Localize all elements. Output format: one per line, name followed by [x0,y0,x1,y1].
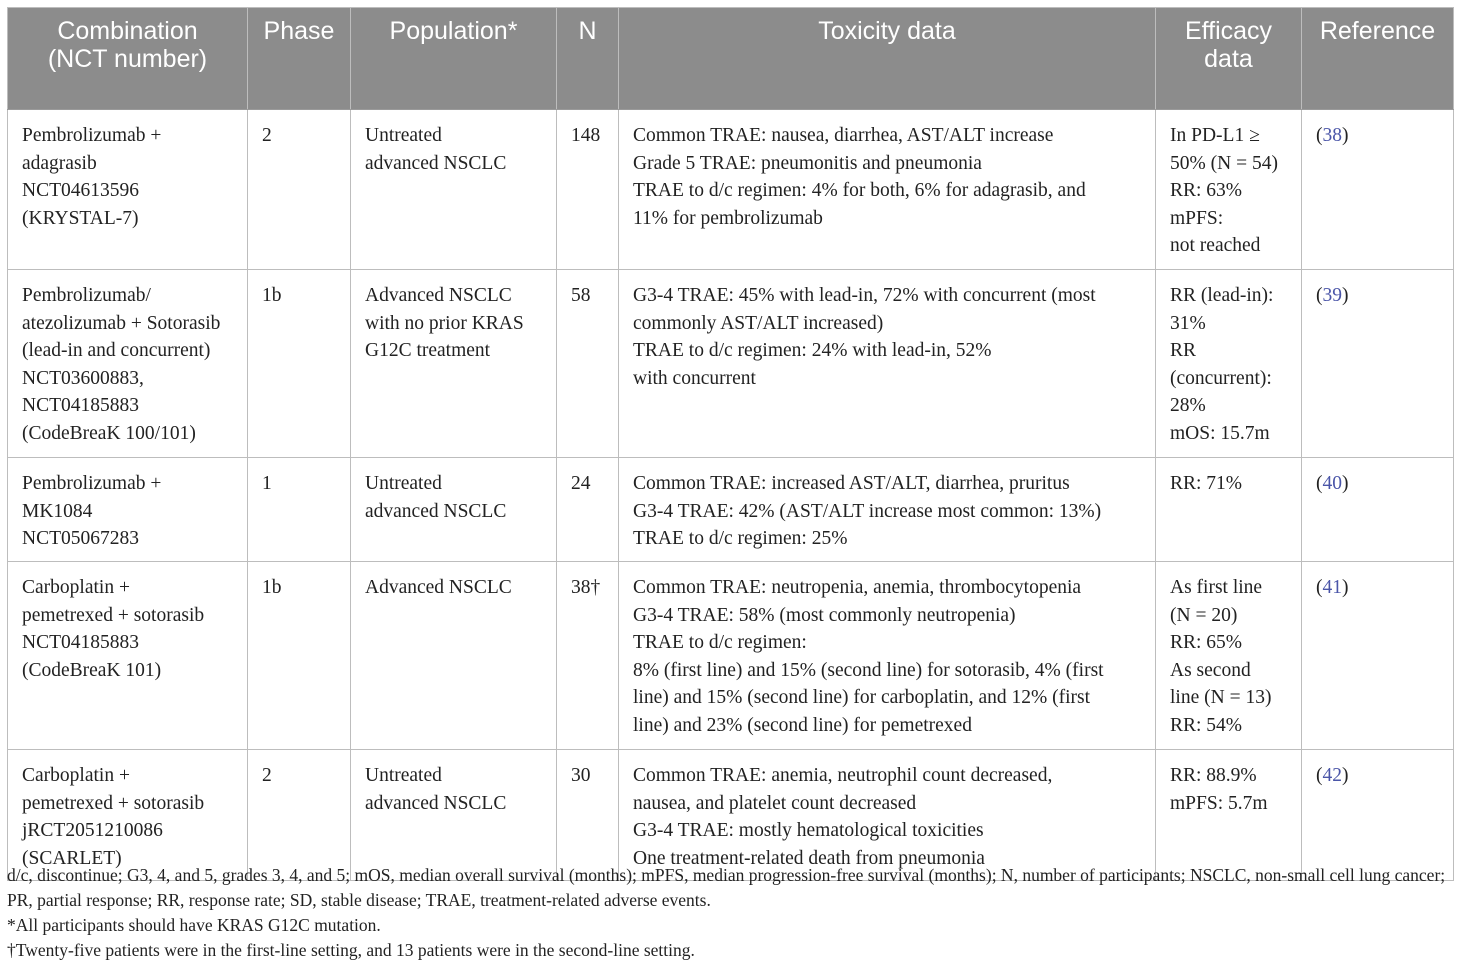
cell-n: 58 [557,270,619,458]
cell-combination: Pembrolizumab + MK1084 NCT05067283 [8,458,248,562]
cell-toxicity: Common TRAE: anemia, neutrophil count decreased, nausea, and platelet count decreased G3-4 TRAE: mostly hematological toxicities One treatment-related death from pneumonia [619,750,1156,881]
cell-efficacy: As first line (N = 20) RR: 65% As second line (N = 13) RR: 54% [1156,562,1302,750]
ref-close-paren: ) [1342,765,1349,786]
abbreviations-footnote: d/c, discontinue; G3, 4, and 5, grades 3, 4, and 5; mOS, median overall survival (months); mPFS, median progression-free survival (months); N, number of participants; NSCLC, non-small cell lung cancer; PR, partial response; RR, response rate; SD, stable disease; TRAE, treatment-related adverse events. [7,865,1446,910]
cell-population: Advanced NSCLC [351,562,557,750]
cell-reference [1302,458,1454,562]
dagger-footnote: †Twenty-five patients were in the first-line setting, and 13 patients were in the second-line setting. [7,940,695,960]
table-row [8,270,1454,458]
cell-population: Untreated advanced NSCLC [351,458,557,562]
reference-link[interactable]: 40 [1322,473,1342,494]
reference-link[interactable]: 42 [1322,765,1342,786]
cell-reference [1302,270,1454,458]
cell-phase: 2 [248,750,351,881]
table-row [8,562,1454,750]
header-reference: Reference [1302,8,1454,110]
cell-efficacy: RR (lead-in): 31% RR (concurrent): 28% mOS: 15.7m [1156,270,1302,458]
cell-n: 30 [557,750,619,881]
cell-reference [1302,562,1454,750]
reference-link[interactable]: 39 [1322,285,1342,306]
cell-n: 24 [557,458,619,562]
cell-toxicity: Common TRAE: nausea, diarrhea, AST/ALT increase Grade 5 TRAE: pneumonitis and pneumonia TRAE to d/c regimen: 4% for both, 6% for adagrasib, and 11% for pembrolizumab [619,110,1156,270]
cell-toxicity: Common TRAE: increased AST/ALT, diarrhea, pruritus G3-4 TRAE: 42% (AST/ALT increase most common: 13%) TRAE to d/c regimen: 25% [619,458,1156,562]
header-phase: Phase [248,8,351,110]
table-row [8,750,1454,881]
cell-reference [1302,750,1454,881]
ref-open-paren: ( [1316,765,1323,786]
ref-open-paren: ( [1316,125,1323,146]
table-footnotes [7,863,1457,963]
cell-phase: 1b [248,270,351,458]
cell-population: Untreated advanced NSCLC [351,750,557,881]
header-efficacy: Efficacy data [1156,8,1302,110]
header-population: Population* [351,8,557,110]
cell-combination: Carboplatin + pemetrexed + sotorasib jRCT2051210086 (SCARLET) [8,750,248,881]
cell-n: 38† [557,562,619,750]
cell-efficacy: In PD-L1 ≥ 50% (N = 54) RR: 63% mPFS: not reached [1156,110,1302,270]
cell-n: 148 [557,110,619,270]
ref-open-paren: ( [1316,577,1323,598]
cell-combination: Pembrolizumab/ atezolizumab + Sotorasib (lead-in and concurrent) NCT03600883, NCT04185883 (CodeBreaK 100/101) [8,270,248,458]
cell-reference [1302,110,1454,270]
cell-toxicity: Common TRAE: neutropenia, anemia, thrombocytopenia G3-4 TRAE: 58% (most commonly neutropenia) TRAE to d/c regimen: 8% (first line) and 15% (second line) for sotorasib, 4% (first line) and 15% (second line) for carboplatin, and 12% (first line) and 23% (second line) for pemetrexed [619,562,1156,750]
cell-combination: Pembrolizumab + adagrasib NCT04613596 (KRYSTAL-7) [8,110,248,270]
cell-phase: 2 [248,110,351,270]
cell-phase: 1 [248,458,351,562]
cell-population: Advanced NSCLC with no prior KRAS G12C treatment [351,270,557,458]
cell-toxicity: G3-4 TRAE: 45% with lead-in, 72% with concurrent (most commonly AST/ALT increased) TRAE to d/c regimen: 24% with lead-in, 52% with concurrent [619,270,1156,458]
cell-efficacy: RR: 88.9% mPFS: 5.7m [1156,750,1302,881]
cell-efficacy: RR: 71% [1156,458,1302,562]
header-n: N [557,8,619,110]
asterisk-footnote: *All participants should have KRAS G12C mutation. [7,915,381,935]
ref-close-paren: ) [1342,285,1349,306]
table-row [8,110,1454,270]
header-combination: Combination (NCT number) [8,8,248,110]
ref-close-paren: ) [1342,125,1349,146]
ref-close-paren: ) [1342,473,1349,494]
table-row [8,458,1454,562]
reference-link[interactable]: 38 [1322,125,1342,146]
table-header-row [8,8,1454,110]
header-toxicity: Toxicity data [619,8,1156,110]
cell-combination: Carboplatin + pemetrexed + sotorasib NCT04185883 (CodeBreaK 101) [8,562,248,750]
cell-phase: 1b [248,562,351,750]
ref-close-paren: ) [1342,577,1349,598]
ref-open-paren: ( [1316,285,1323,306]
ref-open-paren: ( [1316,473,1323,494]
cell-population: Untreated advanced NSCLC [351,110,557,270]
reference-link[interactable]: 41 [1322,577,1342,598]
combination-therapy-table [7,7,1454,881]
